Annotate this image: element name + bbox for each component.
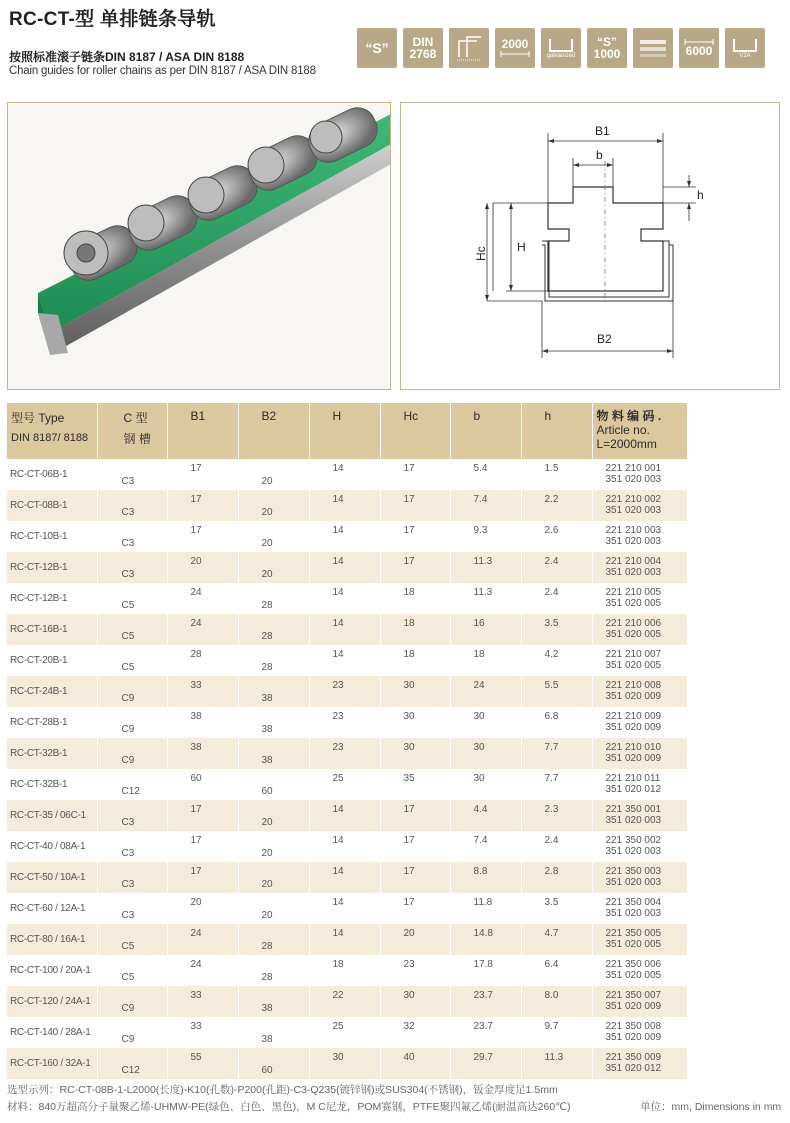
cell-c-channel: C12: [97, 769, 167, 800]
cell-h: 14: [309, 583, 380, 614]
cell-small-h: 7.7: [521, 738, 592, 769]
cell-c-channel: C5: [97, 955, 167, 986]
cell-b: 8.8: [450, 862, 521, 893]
cell-b: 23.7: [450, 986, 521, 1017]
badge-v2a-icon: V2A: [725, 28, 765, 68]
table-row: [7, 738, 687, 769]
cell-b1: 20: [167, 893, 238, 924]
cell-small-h: 2.4: [521, 552, 592, 583]
cell-h: 14: [309, 521, 380, 552]
cell-model: RC-CT-100 / 20A-1: [7, 955, 97, 986]
cell-b1: 33: [167, 676, 238, 707]
subtitle-cn: 按照标准滚子链条DIN 8187 / ASA DIN 8188: [9, 50, 245, 64]
badge-profile-icon: [449, 28, 489, 68]
col-b2: B2: [238, 403, 309, 459]
cell-c-channel: C5: [97, 645, 167, 676]
cell-b1: 38: [167, 707, 238, 738]
cell-b2: 28: [238, 924, 309, 955]
cell-article: 221 210 011 351 020 012: [592, 769, 687, 800]
cell-model: RC-CT-16B-1: [7, 614, 97, 645]
cell-hc: 17: [380, 862, 450, 893]
badge-layers-icon: [633, 28, 673, 68]
cell-b1: 24: [167, 955, 238, 986]
cross-section-diagram: [400, 102, 780, 390]
cell-model: RC-CT-80 / 16A-1: [7, 924, 97, 955]
cell-small-h: 6.8: [521, 707, 592, 738]
cell-b1: 17: [167, 831, 238, 862]
cell-hc: 17: [380, 831, 450, 862]
cell-c-channel: C5: [97, 583, 167, 614]
badge-2000-icon: 2000: [495, 28, 535, 68]
cell-model: RC-CT-32B-1: [7, 769, 97, 800]
cell-h: 14: [309, 800, 380, 831]
badge-galvanized-icon: galvanized: [541, 28, 581, 68]
cell-small-h: 6.4: [521, 955, 592, 986]
table-row: [7, 986, 687, 1017]
cell-b: 7.4: [450, 831, 521, 862]
cell-hc: 40: [380, 1048, 450, 1079]
cell-hc: 17: [380, 552, 450, 583]
cell-article: 221 210 007 351 020 005: [592, 645, 687, 676]
col-hc: Hc: [380, 403, 450, 459]
cell-b1: 33: [167, 986, 238, 1017]
cell-article: 221 350 005 351 020 005: [592, 924, 687, 955]
cell-model: RC-CT-60 / 12A-1: [7, 893, 97, 924]
cell-b: 23.7: [450, 1017, 521, 1048]
cell-b: 9.3: [450, 521, 521, 552]
cell-b: 7.4: [450, 490, 521, 521]
cell-small-h: 4.7: [521, 924, 592, 955]
dim-b-label: b: [596, 148, 603, 162]
cell-b2: 28: [238, 614, 309, 645]
cell-article: 221 350 001 351 020 003: [592, 800, 687, 831]
cell-b1: 24: [167, 583, 238, 614]
cell-hc: 30: [380, 676, 450, 707]
cell-b2: 38: [238, 1017, 309, 1048]
feature-badges: [357, 28, 765, 68]
cell-h: 23: [309, 676, 380, 707]
dim-b2-label: B2: [597, 332, 612, 346]
cell-c-channel: C3: [97, 893, 167, 924]
cell-b: 4.4: [450, 800, 521, 831]
cell-small-h: 5.5: [521, 676, 592, 707]
cell-hc: 17: [380, 800, 450, 831]
cell-small-h: 2.2: [521, 490, 592, 521]
cell-b: 14.8: [450, 924, 521, 955]
selection-example: 选型示列：RC-CT-08B-1-L2000(长度)-K10(孔数)-P200(孔距)-C3-Q235(镀锌钢)或SUS304(不锈钢)，钣金厚度足1.5mm: [7, 1084, 558, 1096]
col-small-h: h: [521, 403, 592, 459]
dim-H-label: H: [517, 240, 526, 254]
cell-hc: 32: [380, 1017, 450, 1048]
cell-b1: 38: [167, 738, 238, 769]
cell-small-h: 4.2: [521, 645, 592, 676]
cell-hc: 17: [380, 893, 450, 924]
col-b: b: [450, 403, 521, 459]
cell-model: RC-CT-20B-1: [7, 645, 97, 676]
cell-article: 221 350 002 351 020 003: [592, 831, 687, 862]
cell-model: RC-CT-06B-1: [7, 459, 97, 490]
cell-b: 11.3: [450, 583, 521, 614]
cell-article: 221 210 004 351 020 003: [592, 552, 687, 583]
cell-h: 14: [309, 614, 380, 645]
table-row: [7, 831, 687, 862]
cell-c-channel: C3: [97, 831, 167, 862]
cell-b2: 20: [238, 490, 309, 521]
page-title: RC-CT-型 单排链条导轨: [9, 9, 216, 30]
cell-b2: 20: [238, 893, 309, 924]
cell-c-channel: C3: [97, 521, 167, 552]
cell-c-channel: C9: [97, 676, 167, 707]
cell-article: 221 350 008 351 020 009: [592, 1017, 687, 1048]
cell-small-h: 2.4: [521, 831, 592, 862]
col-b1: B1: [167, 403, 238, 459]
cell-hc: 18: [380, 614, 450, 645]
cell-model: RC-CT-50 / 10A-1: [7, 862, 97, 893]
cell-small-h: 3.5: [521, 614, 592, 645]
cell-article: 221 210 005 351 020 005: [592, 583, 687, 614]
cell-model: RC-CT-35 / 06C-1: [7, 800, 97, 831]
cell-hc: 17: [380, 490, 450, 521]
table-header: [7, 403, 687, 459]
cell-small-h: 3.5: [521, 893, 592, 924]
cell-b1: 17: [167, 490, 238, 521]
cell-b: 30: [450, 738, 521, 769]
cell-small-h: 7.7: [521, 769, 592, 800]
col-c-channel: C 型 钢 槽: [97, 403, 167, 459]
cell-c-channel: C3: [97, 862, 167, 893]
cell-b1: 24: [167, 614, 238, 645]
dim-hc-label: Hc: [474, 246, 488, 261]
cell-article: 221 210 001 351 020 003: [592, 459, 687, 490]
cell-model: RC-CT-12B-1: [7, 552, 97, 583]
cell-model: RC-CT-32B-1: [7, 738, 97, 769]
cell-b1: 60: [167, 769, 238, 800]
cell-h: 14: [309, 831, 380, 862]
cell-b: 30: [450, 707, 521, 738]
cell-b2: 20: [238, 831, 309, 862]
material-note: 材料：840万超高分子量聚乙烯-UHMW-PE(绿色、白色、黑色)，M C尼龙，POM赛钢，PTFE聚四氟乙烯(耐温高达260℃): [7, 1101, 571, 1113]
table-row: [7, 645, 687, 676]
cell-b: 5.4: [450, 459, 521, 490]
cell-hc: 30: [380, 738, 450, 769]
badge-din-icon: DIN 2768: [403, 28, 443, 68]
cell-model: RC-CT-10B-1: [7, 521, 97, 552]
table-row: [7, 924, 687, 955]
badge-s-icon: “S”: [357, 28, 397, 68]
table-row: [7, 955, 687, 986]
cell-b2: 38: [238, 707, 309, 738]
cell-article: 221 350 007 351 020 009: [592, 986, 687, 1017]
cell-b2: 20: [238, 800, 309, 831]
cell-small-h: 2.8: [521, 862, 592, 893]
cell-b2: 28: [238, 645, 309, 676]
cell-h: 14: [309, 924, 380, 955]
cell-h: 14: [309, 893, 380, 924]
table-row: [7, 614, 687, 645]
cell-hc: 18: [380, 583, 450, 614]
cell-model: RC-CT-120 / 24A-1: [7, 986, 97, 1017]
cell-model: RC-CT-08B-1: [7, 490, 97, 521]
cell-model: RC-CT-28B-1: [7, 707, 97, 738]
cell-c-channel: C3: [97, 552, 167, 583]
cell-hc: 17: [380, 521, 450, 552]
cell-small-h: 8.0: [521, 986, 592, 1017]
cell-c-channel: C9: [97, 738, 167, 769]
table-row: [7, 459, 687, 490]
cell-b2: 60: [238, 769, 309, 800]
cell-hc: 18: [380, 645, 450, 676]
cell-c-channel: C3: [97, 490, 167, 521]
cell-c-channel: C3: [97, 800, 167, 831]
col-article: 物 料 编 码 . Article no. L=2000mm: [592, 403, 687, 459]
cell-b1: 28: [167, 645, 238, 676]
cell-article: 221 210 002 351 020 003: [592, 490, 687, 521]
cell-b2: 28: [238, 955, 309, 986]
cell-h: 14: [309, 862, 380, 893]
cell-h: 18: [309, 955, 380, 986]
cell-small-h: 2.3: [521, 800, 592, 831]
cell-article: 221 210 003 351 020 003: [592, 521, 687, 552]
units-note: 单位：mm, Dimensions in mm: [640, 1101, 782, 1113]
cell-b: 30: [450, 769, 521, 800]
table-row: [7, 583, 687, 614]
subtitle-en: Chain guides for roller chains as per DIN 8187 / ASA DIN 8188: [9, 65, 316, 77]
cell-h: 22: [309, 986, 380, 1017]
dim-h-label: h: [697, 188, 704, 202]
cell-hc: 20: [380, 924, 450, 955]
cell-hc: 30: [380, 707, 450, 738]
cell-h: 14: [309, 645, 380, 676]
cell-h: 14: [309, 490, 380, 521]
badge-6000-icon: 6000: [679, 28, 719, 68]
col-h: H: [309, 403, 380, 459]
cell-b2: 38: [238, 738, 309, 769]
cell-b: 11.3: [450, 552, 521, 583]
cell-b1: 17: [167, 862, 238, 893]
cell-b2: 20: [238, 862, 309, 893]
cell-small-h: 1.5: [521, 459, 592, 490]
cell-b1: 55: [167, 1048, 238, 1079]
cell-b2: 20: [238, 521, 309, 552]
cell-c-channel: C5: [97, 614, 167, 645]
table-row: [7, 552, 687, 583]
table-row: [7, 1048, 687, 1079]
cell-b2: 60: [238, 1048, 309, 1079]
dimension-drawing: [401, 103, 779, 389]
table-row: [7, 707, 687, 738]
cell-h: 23: [309, 738, 380, 769]
cell-b: 17.8: [450, 955, 521, 986]
cell-b1: 17: [167, 521, 238, 552]
cell-model: RC-CT-40 / 08A-1: [7, 831, 97, 862]
cell-b1: 33: [167, 1017, 238, 1048]
cell-hc: 30: [380, 986, 450, 1017]
cell-b: 11.8: [450, 893, 521, 924]
product-photo: [7, 102, 391, 390]
cell-b2: 20: [238, 552, 309, 583]
cell-small-h: 9.7: [521, 1017, 592, 1048]
cell-small-h: 2.4: [521, 583, 592, 614]
table-row: [7, 521, 687, 552]
cell-h: 23: [309, 707, 380, 738]
cell-c-channel: C12: [97, 1048, 167, 1079]
table-row: [7, 769, 687, 800]
cell-model: RC-CT-160 / 32A-1: [7, 1048, 97, 1079]
cell-small-h: 2.6: [521, 521, 592, 552]
cell-article: 221 210 010 351 020 009: [592, 738, 687, 769]
cell-b1: 17: [167, 459, 238, 490]
cell-model: RC-CT-140 / 28A-1: [7, 1017, 97, 1048]
cell-b: 16: [450, 614, 521, 645]
table-row: [7, 862, 687, 893]
cell-hc: 23: [380, 955, 450, 986]
cell-b: 18: [450, 645, 521, 676]
table-row: [7, 893, 687, 924]
cell-h: 14: [309, 459, 380, 490]
table-row: [7, 490, 687, 521]
cell-article: 221 350 004 351 020 003: [592, 893, 687, 924]
cell-small-h: 11.3: [521, 1048, 592, 1079]
col-model: 型号 Type DIN 8187/ 8188: [7, 403, 97, 459]
cell-b2: 38: [238, 676, 309, 707]
cell-hc: 17: [380, 459, 450, 490]
cell-c-channel: C9: [97, 707, 167, 738]
cell-model: RC-CT-24B-1: [7, 676, 97, 707]
cell-b: 24: [450, 676, 521, 707]
table-row: [7, 1017, 687, 1048]
cell-b2: 28: [238, 583, 309, 614]
cell-h: 25: [309, 769, 380, 800]
dim-b1-label: B1: [595, 124, 610, 138]
cell-b2: 20: [238, 459, 309, 490]
cell-article: 221 210 009 351 020 009: [592, 707, 687, 738]
badge-s1000-icon: “S” 1000: [587, 28, 627, 68]
cell-article: 221 350 006 351 020 005: [592, 955, 687, 986]
cell-c-channel: C9: [97, 986, 167, 1017]
cell-b1: 24: [167, 924, 238, 955]
cell-article: 221 210 006 351 020 005: [592, 614, 687, 645]
cell-b: 29.7: [450, 1048, 521, 1079]
chain-guide-image: [8, 103, 390, 389]
cell-c-channel: C9: [97, 1017, 167, 1048]
cell-article: 221 210 008 351 020 009: [592, 676, 687, 707]
cell-model: RC-CT-12B-1: [7, 583, 97, 614]
cell-b1: 17: [167, 800, 238, 831]
cell-h: 30: [309, 1048, 380, 1079]
table-row: [7, 800, 687, 831]
cell-c-channel: C3: [97, 459, 167, 490]
cell-article: 221 350 003 351 020 003: [592, 862, 687, 893]
cell-hc: 35: [380, 769, 450, 800]
table-row: [7, 676, 687, 707]
spec-table: [7, 403, 688, 1079]
cell-h: 25: [309, 1017, 380, 1048]
cell-b2: 38: [238, 986, 309, 1017]
cell-article: 221 350 009 351 020 012: [592, 1048, 687, 1079]
cell-c-channel: C5: [97, 924, 167, 955]
cell-b1: 20: [167, 552, 238, 583]
cell-h: 14: [309, 552, 380, 583]
